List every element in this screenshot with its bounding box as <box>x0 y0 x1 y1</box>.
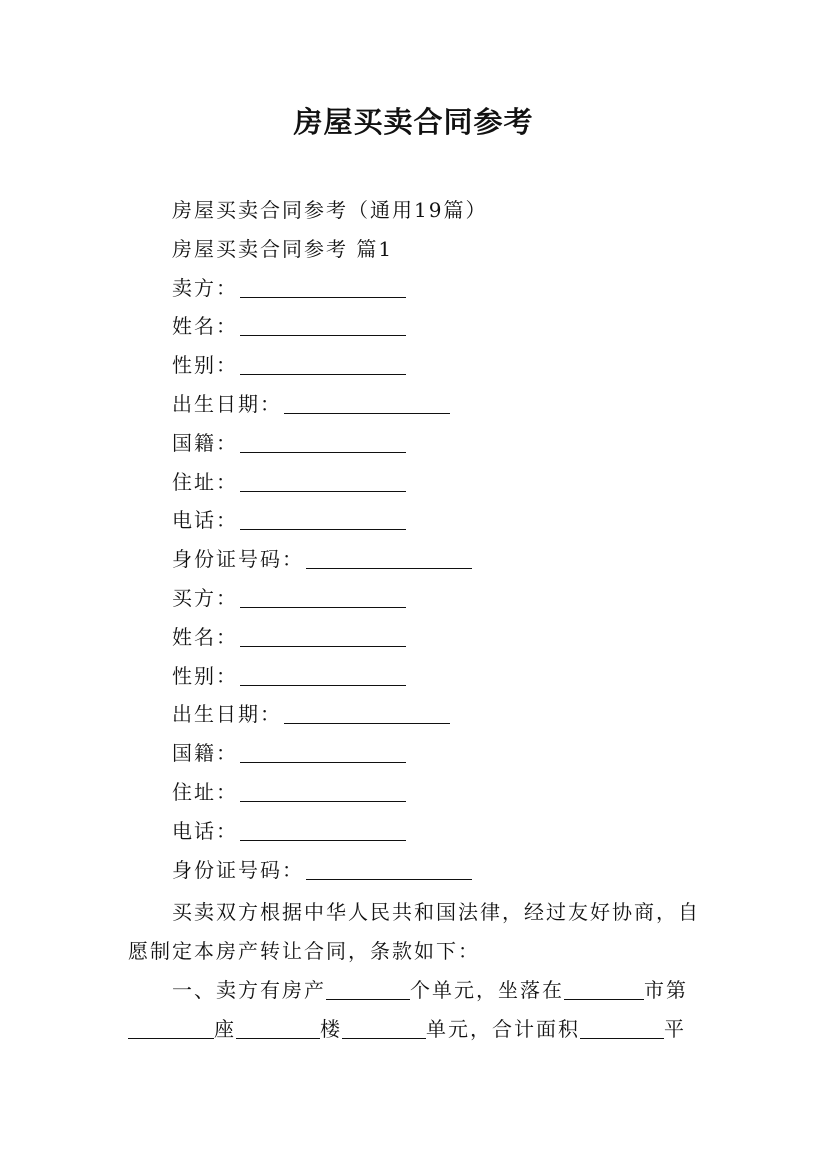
field-label: 姓名： <box>172 624 238 649</box>
field-label: 国籍： <box>172 741 238 766</box>
buyer-gender-row <box>172 661 487 700</box>
seller-label: 卖方： <box>172 275 238 300</box>
seller-gender-row <box>172 350 487 389</box>
city-blank <box>564 977 644 1000</box>
field-blank <box>240 469 406 492</box>
buyer-name-row <box>172 622 487 661</box>
field-blank <box>240 624 406 647</box>
seller-row <box>172 273 487 312</box>
buyer-address-row <box>172 777 487 816</box>
field-blank <box>306 857 472 880</box>
block-blank <box>128 1016 214 1039</box>
field-label: 身份证号码： <box>172 547 304 572</box>
field-label: 电话： <box>172 508 238 533</box>
buyer-nationality-row <box>172 738 487 777</box>
field-label: 身份证号码： <box>172 857 304 882</box>
field-label: 住址： <box>172 779 238 804</box>
seller-name-row <box>172 311 487 350</box>
field-label: 性别： <box>172 663 238 688</box>
field-blank <box>284 391 450 414</box>
party-info-block <box>172 195 487 893</box>
field-blank <box>240 352 406 375</box>
clause-1-line-2: 座 楼 单元，合计面积 平 <box>128 1010 703 1049</box>
buyer-blank <box>240 585 406 608</box>
field-blank <box>240 430 406 453</box>
clause-1-line-1: 一、卖方有房产 个单元，坐落在 市第 <box>172 978 688 1002</box>
seller-blank <box>240 275 406 298</box>
field-blank <box>240 779 406 802</box>
intro-line-2: 愿制定本房产转让合同，条款如下： <box>128 939 480 963</box>
subtitle: 房屋买卖合同参考（通用19篇） <box>172 198 488 222</box>
seller-birthdate-row <box>172 389 487 428</box>
section-heading: 房屋买卖合同参考 篇1 <box>172 236 394 261</box>
buyer-phone-row <box>172 816 487 855</box>
document-title: 房屋买卖合同参考 <box>293 105 534 139</box>
field-label: 电话： <box>172 818 238 843</box>
field-blank <box>284 701 450 724</box>
seller-nationality-row <box>172 428 487 467</box>
field-blank <box>240 818 406 841</box>
buyer-birthdate-row <box>172 699 487 738</box>
units-blank <box>326 977 410 1000</box>
field-blank <box>240 740 406 763</box>
intro-line-1: 买卖双方根据中华人民共和国法律，经过友好协商，自 <box>172 900 700 924</box>
building-blank <box>236 1016 320 1039</box>
seller-phone-row <box>172 505 487 544</box>
field-label: 国籍： <box>172 430 238 455</box>
field-label: 出生日期： <box>172 702 282 727</box>
unit-blank <box>342 1016 426 1039</box>
intro-paragraph <box>128 893 703 971</box>
field-blank <box>240 313 406 336</box>
seller-id-row <box>172 544 487 583</box>
buyer-label: 买方： <box>172 585 238 610</box>
buyer-row <box>172 583 487 622</box>
area-blank <box>580 1016 664 1039</box>
field-label: 姓名： <box>172 314 238 339</box>
field-blank <box>240 507 406 530</box>
clause-1-paragraph <box>128 971 703 1049</box>
buyer-id-row <box>172 855 487 894</box>
field-blank <box>240 663 406 686</box>
field-label: 出生日期： <box>172 391 282 416</box>
field-label: 住址： <box>172 469 238 494</box>
seller-address-row <box>172 467 487 506</box>
field-label: 性别： <box>172 353 238 378</box>
field-blank <box>306 546 472 569</box>
